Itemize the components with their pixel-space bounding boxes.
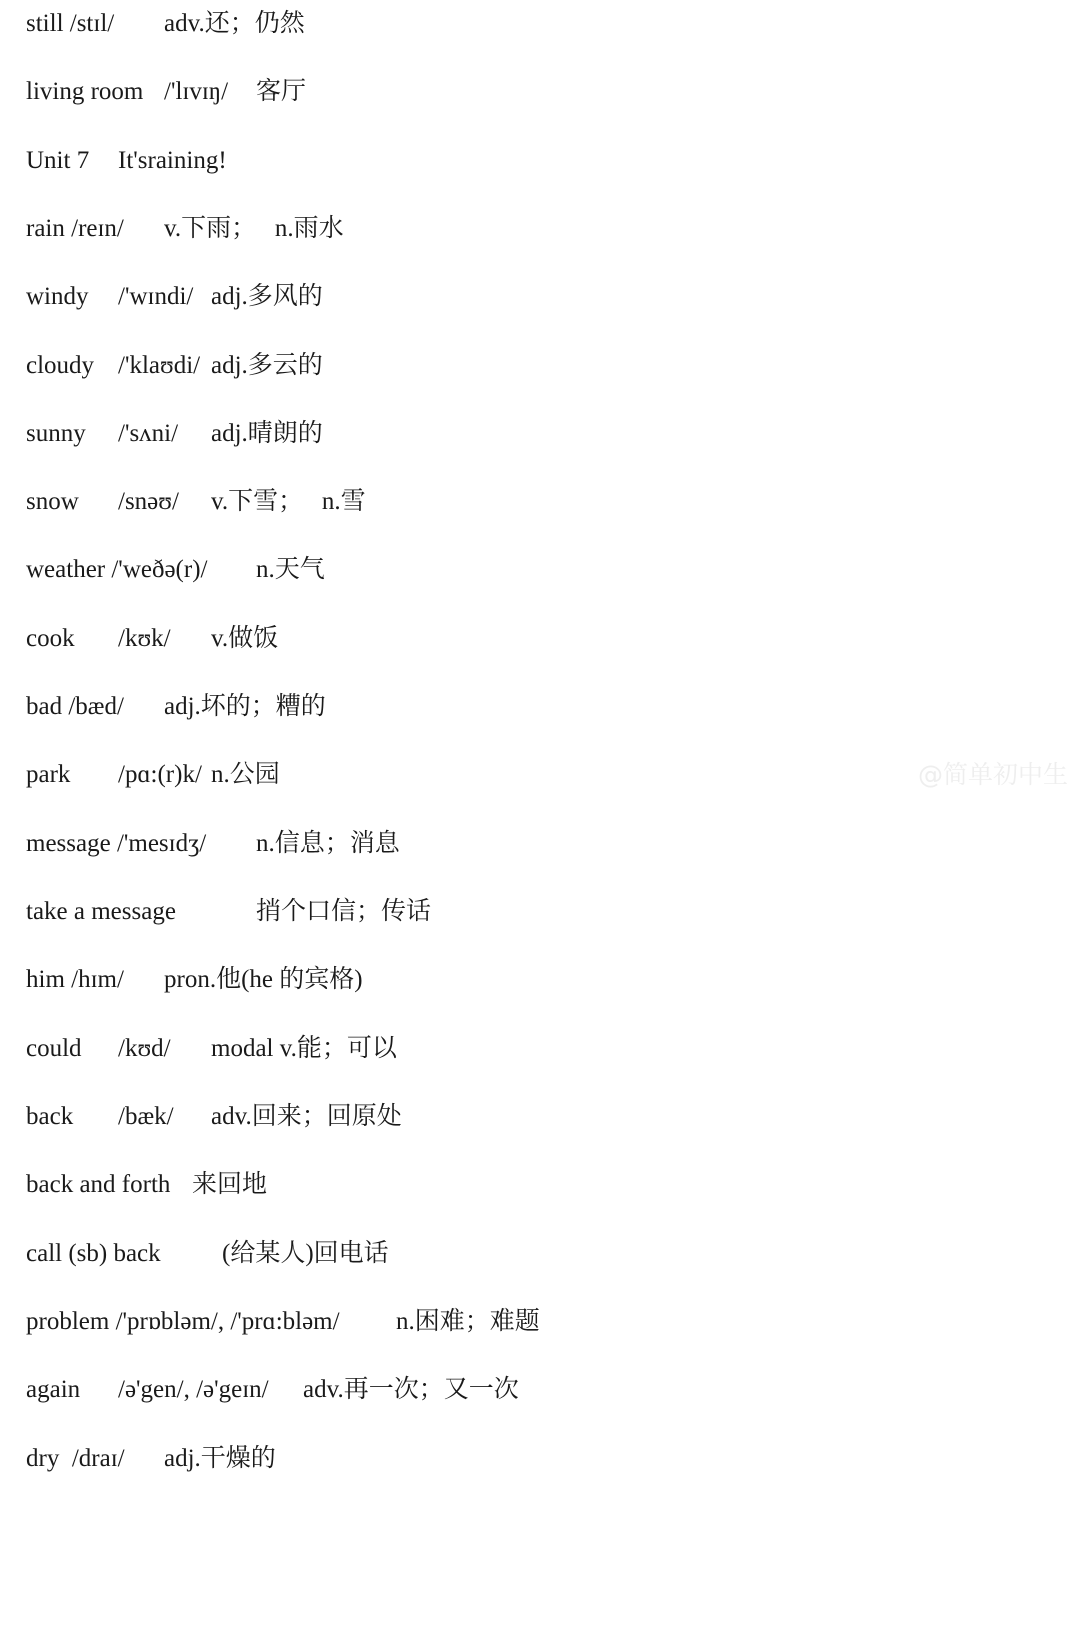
vocab-phonetic: /ə'gen/, /ə'geɪn/ xyxy=(118,1376,269,1403)
vocab-entry xyxy=(26,1370,519,1410)
vocab-word: cook xyxy=(26,625,75,652)
unit-heading xyxy=(26,141,227,181)
vocab-word: take a message xyxy=(26,898,176,925)
vocab-word: living room xyxy=(26,78,144,105)
vocab-entry xyxy=(26,619,279,659)
vocab-phonetic: /'sʌni/ xyxy=(118,420,179,447)
vocab-word: windy xyxy=(26,283,89,310)
vocab-entry xyxy=(26,1029,397,1069)
vocab-meaning: n.信息；消息 xyxy=(256,830,400,857)
vocab-word: park xyxy=(26,761,71,788)
vocab-entry xyxy=(26,755,280,795)
vocab-word: still /stɪl/ xyxy=(26,10,115,37)
vocab-entry xyxy=(26,209,344,249)
vocab-phonetic: /kʊd/ xyxy=(118,1035,171,1062)
vocab-entry xyxy=(26,1097,402,1137)
vocab-word: back and forth xyxy=(26,1171,171,1198)
vocab-word: snow xyxy=(26,488,79,515)
vocab-word: weather /'weðə(r)/ xyxy=(26,556,208,583)
vocab-entry xyxy=(26,4,305,44)
vocab-meaning: adj.多云的 xyxy=(211,352,323,379)
vocab-meaning: adj.干燥的 xyxy=(164,1445,276,1472)
vocab-entry xyxy=(26,687,326,727)
vocab-meaning: adv.还；仍然 xyxy=(164,10,305,37)
vocab-meaning: 来回地 xyxy=(192,1171,268,1198)
vocab-word: message /'mesɪdʒ/ xyxy=(26,830,207,857)
vocab-phonetic: /snəʊ/ xyxy=(118,488,179,515)
vocab-phonetic: /pɑ:(r)k/ xyxy=(118,761,202,788)
vocab-meaning: 客厅 xyxy=(256,78,307,105)
vocab-entry xyxy=(26,1165,268,1205)
vocab-entry xyxy=(26,414,323,454)
vocab-word: him /hɪm/ xyxy=(26,966,124,993)
vocab-meaning: 捎个口信；传话 xyxy=(256,898,432,925)
vocab-phonetic: /'wɪndi/ xyxy=(118,283,194,310)
vocab-meaning: adj.多风的 xyxy=(211,283,323,310)
watermark: @简单初中生 xyxy=(918,760,1069,789)
vocab-phonetic: /'lɪvɪŋ/ xyxy=(164,78,229,105)
vocab-entry xyxy=(26,1234,389,1274)
vocab-entry xyxy=(26,960,363,1000)
vocab-entry xyxy=(26,72,307,112)
vocab-phonetic: /bæk/ xyxy=(118,1103,174,1130)
vocab-word: back xyxy=(26,1103,74,1130)
vocab-word: dry /draɪ/ xyxy=(26,1445,125,1472)
vocab-word: could xyxy=(26,1035,82,1062)
vocab-meaning: pron.他(he 的宾格) xyxy=(164,966,363,993)
vocab-word: again xyxy=(26,1376,81,1403)
vocab-word: bad /bæd/ xyxy=(26,693,124,720)
vocab-meaning: adv.再一次；又一次 xyxy=(303,1376,519,1403)
vocab-meaning: adj.坏的；糟的 xyxy=(164,693,326,720)
vocab-meaning: v.下雨； n.雨水 xyxy=(164,215,344,242)
vocab-entry xyxy=(26,277,323,317)
vocab-word: cloudy xyxy=(26,352,95,379)
vocab-entry xyxy=(26,1439,276,1479)
vocab-entry xyxy=(26,824,400,864)
vocab-word: rain /reɪn/ xyxy=(26,215,124,242)
vocab-entry xyxy=(26,550,325,590)
unit-title: It'sraining! xyxy=(118,147,227,174)
vocab-meaning: (给某人)回电话 xyxy=(222,1240,389,1267)
vocab-meaning: v.下雪； n.雪 xyxy=(211,488,366,515)
vocab-meaning: n.天气 xyxy=(256,556,325,583)
vocab-entry xyxy=(26,892,432,932)
vocab-entry xyxy=(26,482,366,522)
vocab-entry xyxy=(26,346,323,386)
vocab-phonetic: /'klaʊdi/ xyxy=(118,352,201,379)
unit-number: Unit 7 xyxy=(26,147,90,174)
vocab-meaning: adj.晴朗的 xyxy=(211,420,323,447)
vocab-meaning: n.公园 xyxy=(211,761,280,788)
vocab-word: sunny xyxy=(26,420,86,447)
vocab-phonetic: /kʊk/ xyxy=(118,625,171,652)
vocab-entry xyxy=(26,1302,540,1342)
vocab-meaning: adv.回来；回原处 xyxy=(211,1103,402,1130)
vocab-meaning: modal v.能；可以 xyxy=(211,1035,397,1062)
vocab-word: call (sb) back xyxy=(26,1240,161,1267)
vocab-word: problem /'prɒbləm/, /'prɑ:bləm/ xyxy=(26,1308,340,1335)
vocab-meaning: v.做饭 xyxy=(211,625,279,652)
vocab-meaning: n.困难；难题 xyxy=(396,1308,540,1335)
